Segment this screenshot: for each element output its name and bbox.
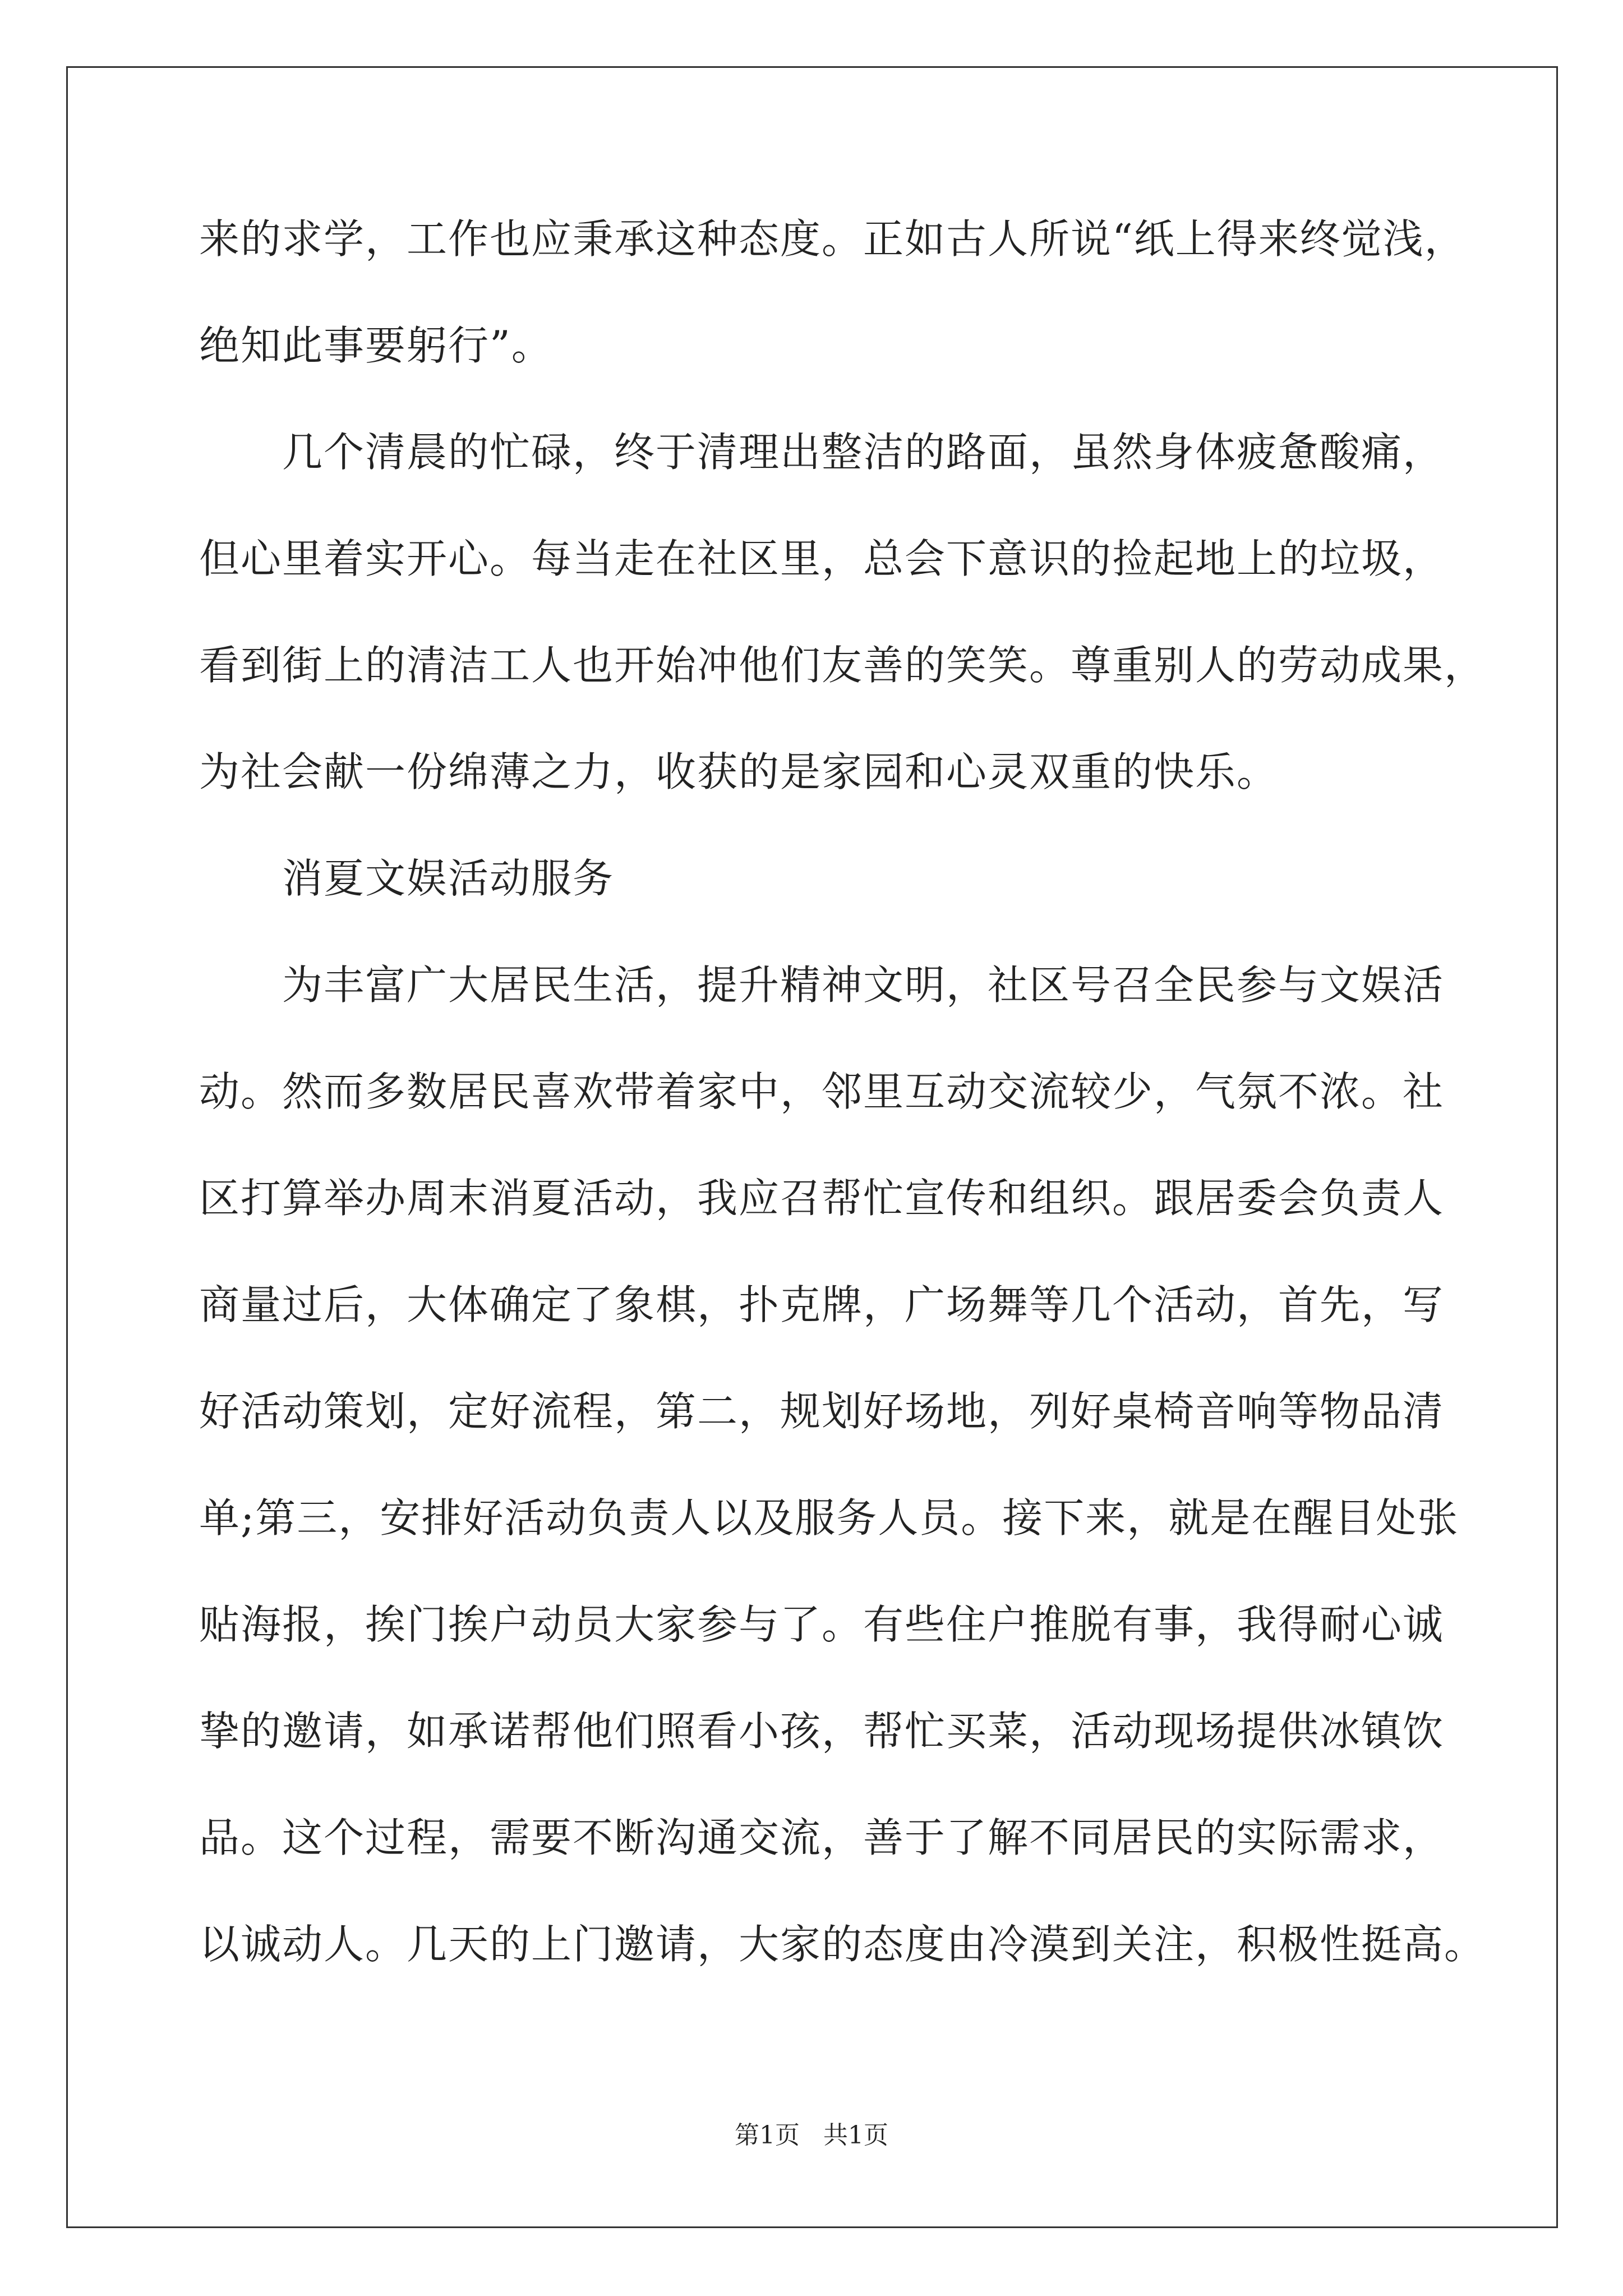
text-line: 为丰富广大居民生活，提升精神文明，社区号召全民参与文娱活 xyxy=(282,961,1445,1009)
text-line: 挚的邀请，如承诺帮他们照看小孩，帮忙买菜，活动现场提供冰镇饮 xyxy=(199,1708,1445,1755)
text-line: 几个清晨的忙碌，终于清理出整洁的路面，虽然身体疲惫酸痛， xyxy=(282,429,1445,476)
text-line: 品。这个过程，需要不断沟通交流，善于了解不同居民的实际需求， xyxy=(199,1814,1445,1861)
text-line: 贴海报，挨门挨户动员大家参与了。有些住户推脱有事，我得耐心诚 xyxy=(199,1601,1445,1648)
footer-spacer xyxy=(800,2121,823,2150)
text-line: 来的求学，工作也应秉承这种态度。正如古人所说“纸上得来终觉浅， xyxy=(199,215,1466,263)
text-line: 看到街上的清洁工人也开始冲他们友善的笑笑。尊重别人的劳动成果， xyxy=(199,642,1486,689)
page-total: 共1页 xyxy=(823,2121,888,2150)
text-line: 区打算举办周末消夏活动，我应召帮忙宣传和组织。跟居委会负责人 xyxy=(199,1175,1445,1222)
page-footer xyxy=(0,2115,1623,2151)
text-line: 动。然而多数居民喜欢带着家中，邻里互动交流较少，气氛不浓。社 xyxy=(199,1068,1445,1115)
page-number: 第1页 xyxy=(735,2121,800,2150)
text-line: 好活动策划，定好流程，第二，规划好场地，列好桌椅音响等物品清 xyxy=(199,1388,1445,1435)
section-heading: 消夏文娱活动服务 xyxy=(282,855,615,902)
text-line: 以诚动人。几天的上门邀请，大家的态度由冷漠到关注，积极性挺高。 xyxy=(199,1921,1486,1968)
text-line: 绝知此事要躬行”。 xyxy=(199,322,553,369)
text-line: 但心里着实开心。每当走在社区里，总会下意识的捡起地上的垃圾， xyxy=(199,535,1445,582)
text-line: 单;第三，安排好活动负责人以及服务人员。接下来，就是在醒目处张 xyxy=(199,1494,1459,1542)
text-line: 商量过后，大体确定了象棋，扑克牌，广场舞等几个活动，首先，写 xyxy=(199,1281,1445,1328)
document-body xyxy=(199,215,1486,2031)
text-line: 为社会献一份绵薄之力，收获的是家园和心灵双重的快乐。 xyxy=(199,748,1279,795)
